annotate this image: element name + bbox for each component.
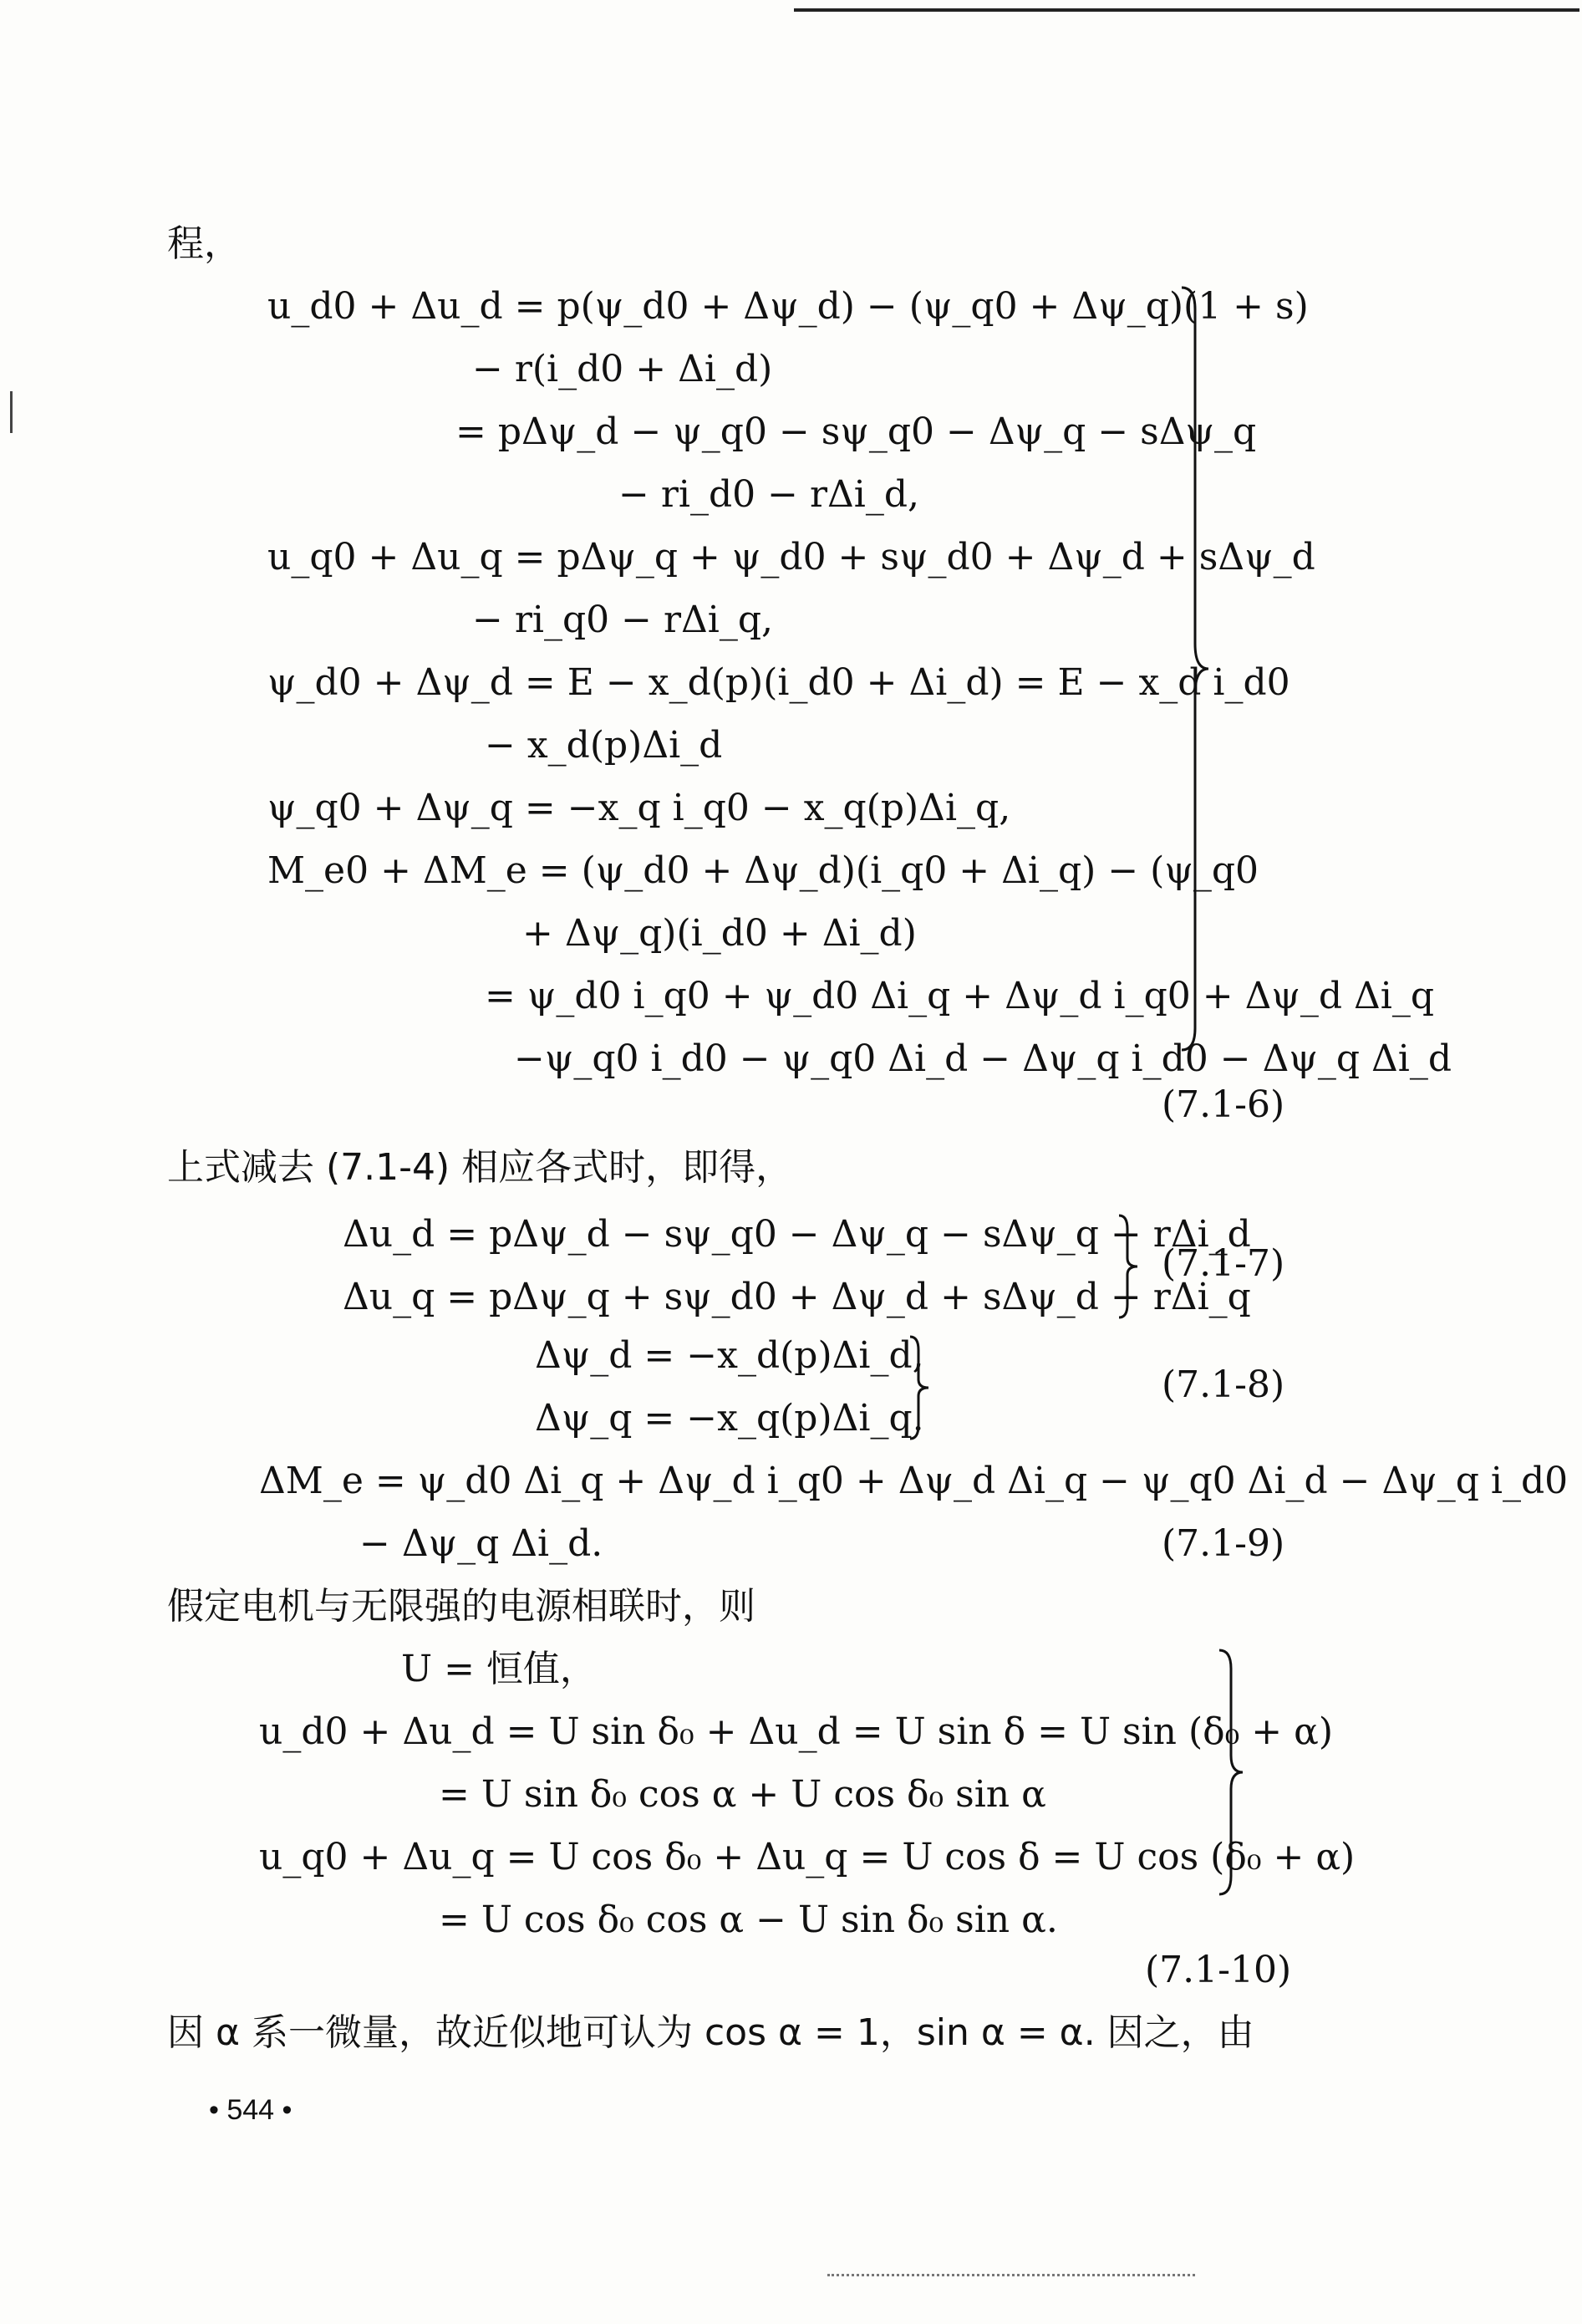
brace-7-1-10 (1216, 1647, 1246, 1898)
bottom-dotted-rule (827, 2274, 1195, 2276)
eq-7-1-6-line-8: − x_d(p)Δi_d (485, 724, 723, 767)
eq-7-1-6-line-2: − r(i_d0 + Δi_d) (472, 348, 773, 390)
eq-7-1-6-line-1: u_d0 + Δu_d = p(ψ_d0 + Δψ_d) − (ψ_q0 + Δψ_q)(1 + s) (267, 285, 1309, 328)
margin-mark (10, 391, 13, 433)
eq-7-1-6-line-10: M_e0 + ΔM_e = (ψ_d0 + Δψ_d)(i_q0 + Δi_q) − (ψ_q0 (267, 849, 1259, 892)
brace-7-1-7 (1116, 1212, 1141, 1321)
eq-7-1-10-line-5: = U cos δ₀ cos α − U sin δ₀ sin α. (439, 1898, 1058, 1941)
eq-7-1-6-line-13: −ψ_q0 i_d0 − ψ_q0 Δi_d − Δψ_q i_d0 − Δψ_q Δi_d (514, 1037, 1452, 1080)
eq-7-1-8-line-2: Δψ_q = −x_q(p)Δi_q. (535, 1397, 924, 1440)
eq-7-1-6-line-11: + Δψ_q)(i_d0 + Δi_d) (522, 912, 917, 955)
eq-7-1-10-line-4: u_q0 + Δu_q = U cos δ₀ + Δu_q = U cos δ = U cos (δ₀ + α) (259, 1836, 1356, 1878)
eq-7-1-6-line-7: ψ_d0 + Δψ_d = E − x_d(p)(i_d0 + Δi_d) = E − x_d i_d0 (267, 661, 1290, 704)
eq-7-1-9-line-1: ΔM_e = ψ_d0 Δi_q + Δψ_d i_q0 + Δψ_d Δi_q − ψ_q0 Δi_d − Δψ_q i_d0 (259, 1460, 1569, 1502)
eq-7-1-8-line-1: Δψ_d = −x_d(p)Δi_d, (535, 1334, 924, 1377)
eq-7-1-7-line-2: Δu_q = pΔψ_q + sψ_d0 + Δψ_d + sΔψ_d − rΔi_q (343, 1276, 1251, 1318)
subtract-text: 上式减去 (7.1-4) 相应各式时，即得， (167, 1146, 793, 1189)
eqno-7-1-6: (7.1-6) (1162, 1083, 1285, 1126)
intro-text: 程， (167, 222, 241, 265)
eq-7-1-6-line-3: = pΔψ_d − ψ_q0 − sψ_q0 − Δψ_q − sΔψ_q (455, 410, 1257, 453)
final-text: 因 α 系一微量，故近似地可认为 cos α = 1，sin α = α. 因之，由 (167, 2011, 1254, 2054)
eqno-7-1-9: (7.1-9) (1162, 1522, 1285, 1565)
eq-7-1-7-line-1: Δu_d = pΔψ_d − sψ_q0 − Δψ_q − sΔψ_q − rΔi_d (343, 1213, 1251, 1256)
assume-text: 假定电机与无限强的电源相联时，则 (167, 1585, 755, 1628)
page-number: • 544 • (209, 2094, 292, 2126)
brace-7-1-8 (907, 1333, 932, 1442)
eq-7-1-10-line-2: u_d0 + Δu_d = U sin δ₀ + Δu_d = U sin δ = U sin (δ₀ + α) (259, 1710, 1334, 1753)
eq-7-1-6-line-6: − ri_q0 − rΔi_q, (472, 599, 773, 641)
eq-7-1-6-line-5: u_q0 + Δu_q = pΔψ_q + ψ_d0 + sψ_d0 + Δψ_d + sΔψ_d (267, 536, 1315, 578)
eq-7-1-6-line-4: − ri_d0 − rΔi_d, (618, 473, 919, 516)
eqno-7-1-10: (7.1-10) (1145, 1949, 1292, 1991)
eq-7-1-10-line-1: U = 恒值， (401, 1648, 597, 1690)
brace-7-1-6 (1178, 284, 1212, 1053)
eqno-7-1-7: (7.1-7) (1162, 1242, 1285, 1285)
page-top-rule (794, 8, 1579, 12)
eq-7-1-6-line-12: = ψ_d0 i_q0 + ψ_d0 Δi_q + Δψ_d i_q0 + Δψ_d Δi_q (485, 975, 1435, 1017)
eq-7-1-10-line-3: = U sin δ₀ cos α + U cos δ₀ sin α (439, 1773, 1046, 1816)
eq-7-1-6-line-9: ψ_q0 + Δψ_q = −x_q i_q0 − x_q(p)Δi_q, (267, 787, 1011, 829)
eq-7-1-9-line-2: − Δψ_q Δi_d. (359, 1522, 603, 1565)
eqno-7-1-8: (7.1-8) (1162, 1363, 1285, 1406)
